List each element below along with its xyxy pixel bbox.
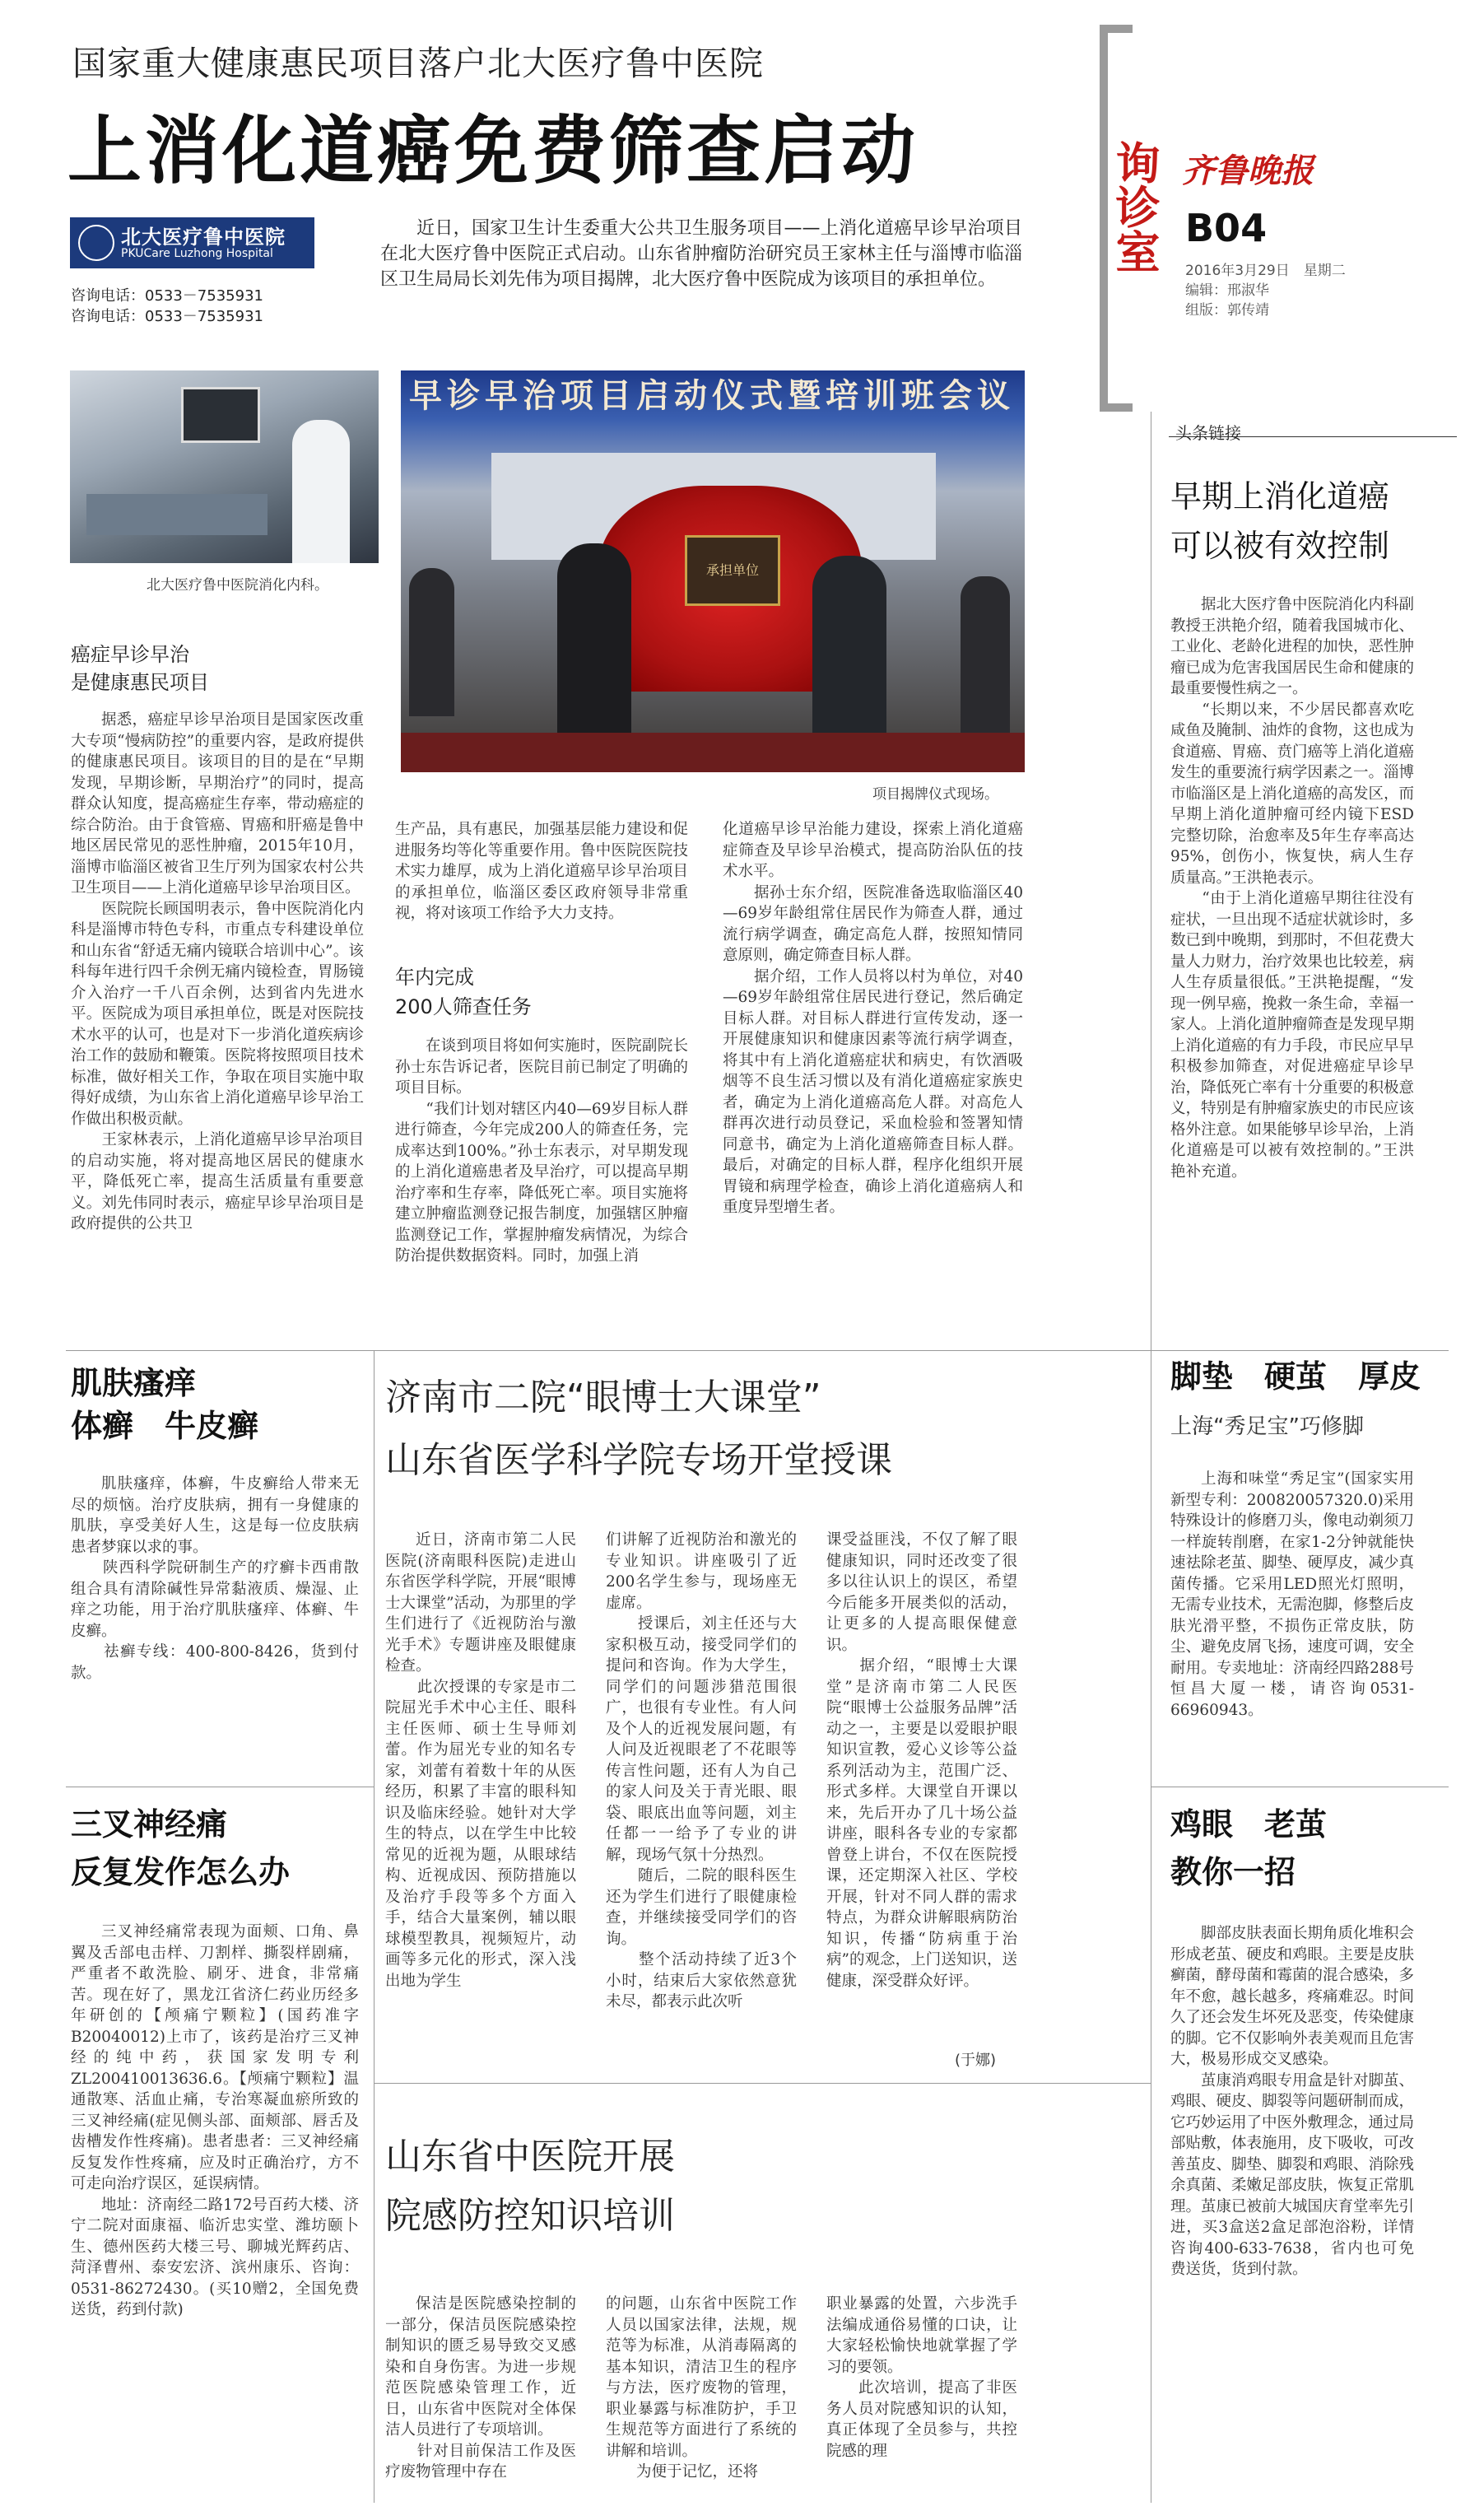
eye-column-1: 近日，济南市第二人民医院(济南眼科医院)走进山东省医学科学院，开展“眼博士大课堂”活动，为那里的学生们进行了《近视防治与激光手术》专题讲座及眼健康检查。 此次授课的专家是市二院屈光手术中心主任、眼科主任医师、硕士生导师刘蕾。作为屈光专业的知名专家，刘蕾有着数十年的从医经历，积累了丰富的眼科知识及临床经验。她针对大学生的特点，以在学生中比较常见的近视为题，从眼球结构、近视成因、预防措施以及治疗手段等多个方面入手，结合大量案例，辅以眼球模型教具，视频短片，动画等多元化的形式，深入浅出地为学生 (385, 1531, 576, 1990)
patient-bed-shape (86, 494, 267, 535)
lead-column-2b: 在谈到项目将如何实施时，医院副院长孙士东告诉记者，医院目前已制定了明确的项目目标。 “我们计划对辖区内40—69岁目标人群进行筛查，今年完成200人的筛查任务，完成率达到100%。”孙士东表示，对早期发现的上消化道癌患者及早治疗，可以提高早期治疗率和生存率，降低死亡率。项目实施将建立肿瘤监测登记报告制度，加强辖区肿瘤监测登记工作，掌握肿瘤发病情况，为综合防治提供数据资料。同时，加强上消 (395, 1037, 688, 1265)
ad-nerve-title-1: 三叉神经痛 (71, 1806, 228, 1842)
subhead-within-year-2: 200人筛查任务 (395, 995, 532, 1018)
ad-skin-title-2: 体癣 牛皮癣 (71, 1408, 259, 1444)
monitor-shape (181, 387, 260, 443)
eye-column-3: 课受益匪浅，不仅了解了眼健康知识，同时还改变了很多以往认识上的误区，希望今后能多开展类似的活动，让更多的人提高眼保健意识。 据介绍，“眼博士大课堂”是济南市第二人民医院“眼博士公益服务品牌”活动之一，主要是以爱眼护眼知识宣教，爱心义诊等公益系列活动为主，范围广泛、形式多样。大课堂自开课以来，先后开办了几十场公益讲座，眼科各专业的专家都曾登上讲台，不仅在医院授课，还定期深入社区、学校开展，针对不同人群的需求特点，为群众讲解眼病防治知识，传播“防病重于治病”的观念，上门送知识，送健康，深受群众好评。 (826, 1531, 1017, 1990)
ad-corn-title-2: 教你一招 (1170, 1854, 1296, 1890)
paper-name: 齐鲁晚报 (1182, 151, 1314, 190)
ad-foot-body: 上海和味堂“秀足宝”(国家实用新型专利：200820057320.0)采用特殊设计的修磨刀头，像电动剃须刀一样旋转削磨，在家1-2分钟就能快速祛除老茧、脚垫、硬厚皮，减少真菌传播。它采用LED照光灯照明，无需专业技术，无需泡脚，修整后皮肤光滑平整，不损伤正常皮肤，防尘、避免皮屑飞扬，速度可调，安全耐用。专卖地址：济南经四路288号恒昌大厦一楼，请咨询0531-66960943。 (1170, 1470, 1414, 1719)
ad-skin-body: 肌肤瘙痒，体癣，牛皮癣给人带来无尽的烦恼。治疗皮肤病，拥有一身健康的肌肤，享受美好人生，这是每一位皮肤病患者梦寐以求的事。 陕西科学院研制生产的疗癣卡西甫散组合具有清除碱性异常黏液质、燥湿、止痒之功能，用于治疗肌肤瘙痒、体癣、牛皮癣。 祛癣专线：400-800-8426，货到付款。 (71, 1475, 359, 1682)
ad-nerve-body: 三叉神经痛常表现为面颊、口角、鼻翼及舌部电击样、刀割样、撕裂样剧痛，严重者不敢洗脸、刷牙、进食，非常痛苦。现在好了，黑龙江省济仁药业历经多年研创的【颅痛宁颗粒】(国药准字B20040012)上市了，该药是治疗三叉神经的纯中药，获国家发明专利ZL200410013636.6。【颅痛宁颗粒】温通散寒、活血止痛，专治寒凝血瘀所致的三叉神经痛(症见侧头部、面颊部、唇舌及齿槽发作性疼痛)。患者患者：三叉神经痛反复发作性疼痛，应及时正确治疗，方不可走向治疗误区，延误病情。 地址：济南经二路172号百药大楼、济宁二院对面康福、临沂忠实堂、潍坊颐卜生、德州医药大楼三号、聊城光辉药店、菏泽曹州、泰安宏济、滨州康乐、咨询：0531-86272430。(买10赠2，全国免费送货，药到付款) (71, 1923, 359, 2318)
sidebar-label: 头条链接 (1175, 423, 1241, 443)
masthead-ornament-top (1100, 25, 1133, 33)
eye-column-2: 们讲解了近视防治和激光的专业知识。讲座吸引了近200名学生参与，现场座无虚席。 授课后，刘主任还与大家积极互动，接受同学们的提问和咨询。作为大学生，同学们的问题涉猎范围很广，也很有专业性。有人问及个人的近视发展问题，有人问及近视眼老了不花眼等传言性问题，还有人为自己的家人问及关于青光眼、眼袋、眼底出血等问题，刘主任都一一给予了专业的讲解，现场气氛十分热烈。 随后，二院的眼科医生还为学生们进行了眼健康检查，并继续接受同学们的咨询。 整个活动持续了近3个小时，结束后大家依然意犹未尽，都表示此次听 (606, 1531, 797, 2010)
eye-author: (于娜) (955, 2052, 997, 2069)
logo-en: PKUCare Luzhong Hospital (121, 247, 273, 260)
tcm-title-2: 院感防控知识培训 (385, 2195, 675, 2237)
person-bg-left (409, 568, 454, 716)
tcm-column-2: 的问题，山东省中医院工作人员以国家法律，法规，规范等为标准，从消毒隔离的基本知识，清洁卫生的程序与方法，医疗废物的管理，职业暴露与标准防护，手卫生规范等方面进行了系统的讲解和培训。 为便于记忆，还将 (606, 2295, 797, 2481)
divider-lead-bottom (66, 1350, 1449, 1351)
subhead-early-treatment-1: 癌症早诊早治 (71, 643, 189, 666)
sidebar-title-1: 早期上消化道癌 (1170, 478, 1390, 515)
ad-foot-title: 脚垫 硬茧 厚皮 (1170, 1358, 1421, 1395)
tcm-column-3: 职业暴露的处置，六步洗手法编成通俗易懂的口诀，让大家轻松愉快地就掌握了学习的要领。 此次培训，提高了非医务人员对院感知识的认知，真正体现了全员参与，共控院感的理 (826, 2295, 1017, 2460)
photo-endoscopy-room (70, 370, 379, 563)
page-number: B04 (1185, 206, 1268, 250)
photo2-caption: 项目揭牌仪式现场。 (872, 786, 998, 803)
designer-name: 组版：郭传靖 (1185, 302, 1269, 319)
plaque-title: 承担单位 (705, 562, 759, 578)
editor-name: 编辑：邢淑华 (1185, 282, 1269, 299)
hospital-logo (70, 217, 314, 268)
divider-eye-bottom (374, 2083, 1151, 2084)
lead-column-3: 化道癌早诊早治能力建设，探索上消化道癌症筛查及早诊早治模式，提高防治队伍的技术水平。 据孙士东介绍，医院准备选取临淄区40—69岁年龄组常住居民作为筛查人群，通过流行病学调查，确定高危人群，按照知情同意原则，确定筛查目标人群。 据介绍，工作人员将以村为单位，对40—69岁年龄组常住居民进行登记，然后确定目标人群。对目标人群进行宣传发动，逐一开展健康知识和健康因素等流行病学调查，将其中有上消化道癌症状和病史，有饮酒吸烟等不良生活习惯以及有消化道癌症家族史者，确定为上消化道癌高危人群。对高危人群再次进行动员登记，采血检验和签署知情同意书，确定为上消化道癌筛查目标人群。最后，对确定的目标人群，程序化组织开展胃镜和病理学检查，确诊上消化道癌病人和重度异型增生者。 (723, 821, 1023, 1216)
doctor-shape (292, 420, 350, 563)
masthead-ornament-bottom (1100, 403, 1133, 412)
tcm-column-1: 保洁是医院感染控制的一部分，保洁员医院感染控制知识的匮乏易导致交叉感染和自身伤害。为进一步规范医院感染管理工作，近日，山东省中医院对全体保洁人员进行了专项培训。 针对目前保洁工作及医疗废物管理中存在 (385, 2295, 576, 2481)
issue-date: 2016年3月29日 星期二 (1185, 263, 1346, 279)
eye-title-1: 济南市二院“眼博士大课堂” (385, 1377, 821, 1419)
ad-foot-subtitle: 上海“秀足宝”巧修脚 (1170, 1414, 1364, 1439)
carpet (401, 733, 1025, 772)
banner-text: 早诊早治项目启动仪式暨培训班会议 (409, 377, 1015, 415)
photo-plaque-ceremony (401, 370, 1025, 772)
lead-kicker: 国家重大健康惠民项目落户北大医疗鲁中医院 (72, 44, 764, 83)
ad-nerve-title-2: 反复发作怎么办 (71, 1854, 291, 1890)
subhead-within-year-1: 年内完成 (395, 966, 474, 989)
lead-column-1: 据悉，癌症早诊早治项目是国家医改重大专项“慢病防控”的重要内容，是政府提供的健康惠民项目。该项目的目的是在“早期发现，早期诊断，早期治疗”的同时，提高群众认知度，提高癌症生存率，带动癌症的综合防治。由于食管癌、胃癌和肝癌是鲁中地区居民常见的恶性肿瘤，2015年10月，淄博市临淄区被省卫生厅列为国家农村公共卫生项目——上消化道癌早诊早治项目区。 医院院长顾国明表示，鲁中医院消化内科是淄博市特色专科，市重点专科建设单位和山东省“舒适无痛内镜联合培训中心”。该科每年进行四千余例无痛内镜检查，胃肠镜介入治疗一千八百余例，达到省内先进水平。医院成为项目承担单位，既是对医院技术水平的认可，也是对下一步消化道疾病诊治工作的鼓励和鞭策。医院将按照项目技术标准，做好相关工作，争取在项目实施中取得好成绩，为山东省上消化道癌早诊早治工作做出积极贡献。 王家林表示，上消化道癌早诊早治项目的启动实施，将对提高地区居民的健康水平，降低死亡率，提高生活质量有重要意义。刘先伟同时表示，癌症早诊早治项目是政府提供的公共卫 (71, 711, 364, 1232)
sidebar-body: 据北大医疗鲁中医院消化内科副教授王洪艳介绍，随着我国城市化、工业化、老龄化进程的加快，恶性肿瘤已成为危害我国居民生命和健康的最重要慢性病之一。 “长期以来，不少居民都喜欢吃咸鱼及腌制、油炸的食物，这也成为食道癌、胃癌、贲门癌等上消化道癌发生的重要流行病学因素之一。淄博市临淄区是上消化道癌的高发区，而早期上消化道肿瘤可经内镜下ESD完整切除，治愈率及5年生存率高达95%，创伤小，恢复快，病人生存质量高。”王洪艳表示。 “由于上消化道癌早期往往没有症状，一旦出现不适症状就诊时，多数已到中晚期，到那时，不但花费大量人力财力，治疗效果也比较差，病人生存质量很低。”王洪艳提醒，“发现一例早癌，挽救一条生命，幸福一家人。上消化道肿瘤筛查是发现早期上消化道癌的有力手段，市民应早早积极参加筛查，对促进癌症早诊早治，降低死亡率有十分重要的积极意义，特别是有肿瘤家族史的市民应该格外注意。如果能够早诊早治，上消化道癌是可以被有效控制的。”王洪艳补充道。 (1170, 596, 1414, 1181)
ad-corn-title-1: 鸡眼 老茧 (1170, 1806, 1328, 1842)
lead-intro: 近日，国家卫生计生委重大公共卫生服务项目——上消化道癌早诊早治项目在北大医疗鲁中医院正式启动。山东省肿瘤防治研究员王家林主任与淄博市临淄区卫生局局长刘先伟为项目揭牌，北大医疗鲁中医院成为该项目的承担单位。 (380, 218, 1022, 290)
lead-headline: 上消化道癌免费筛查启动 (67, 107, 919, 194)
lead-column-2a: 生产品，具有惠民，加强基层能力建设和促进服务均等化等重要作用。鲁中医院医院技术实力雄厚，成为上消化道癌早诊早治项目的承担单位，临淄区委区政府领导非常重视，将对该项工作给予大力支持。 (395, 821, 688, 922)
plaque (685, 535, 780, 606)
logo-cn: 北大医疗鲁中医院 (121, 226, 286, 249)
subhead-early-treatment-2: 是健康惠民项目 (71, 671, 209, 694)
eye-title-2: 山东省医学科学院专场开堂授课 (385, 1439, 892, 1481)
section-title: 询诊室 (1109, 140, 1161, 273)
ad-skin-title-1: 肌肤瘙痒 (71, 1365, 197, 1401)
ad-corn-body: 脚部皮肤表面长期角质化堆积会形成老茧、硬皮和鸡眼。主要是皮肤癣菌，酵母菌和霉菌的混合感染，多年不愈，越长越多，疼痛难忍。时间久了还会发生坏死及恶变，传染健康的脚。它不仅影响外表美观而且危害大，极易形成交叉感染。 茧康消鸡眼专用盒是针对脚茧、鸡眼、硬皮、脚裂等问题研制而成，它巧妙运用了中医外敷理念，通过局部贴敷，体表施用，皮下吸收，可改善茧皮、脚垫、脚裂和鸡眼、消除残余真菌、柔嫩足部皮肤，恢复正常肌理。茧康已被前大城国庆育堂率先引进，买3盒送2盒足部泡浴粉，详情咨询400-633-7638，省内也可免费送货，货到付款。 (1170, 1925, 1414, 2278)
sidebar-title-2: 可以被有效控制 (1170, 528, 1390, 564)
phone-line-2: 咨询电话：0533－7535931 (71, 308, 263, 325)
logo-emblem-icon (78, 225, 114, 261)
phone-line-1: 咨询电话：0533－7535931 (71, 287, 263, 305)
tcm-title-1: 山东省中医院开展 (385, 2136, 675, 2178)
person-bg-right (961, 576, 1010, 741)
photo1-caption: 北大医疗鲁中医院消化内科。 (147, 577, 328, 594)
